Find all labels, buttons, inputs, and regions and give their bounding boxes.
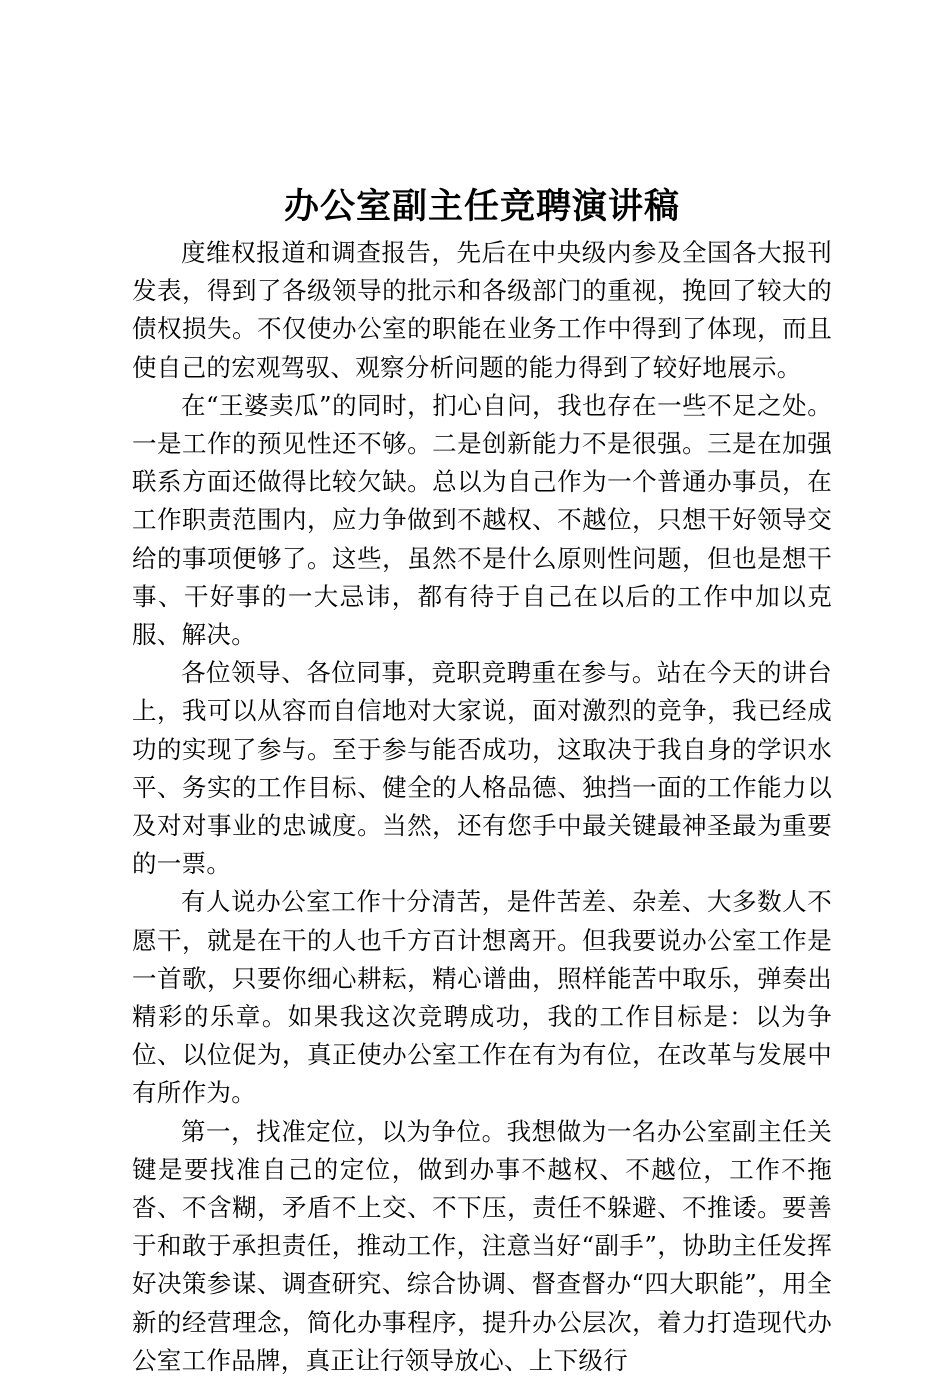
paragraph-3: 各位领导、各位同事，竞职竞聘重在参与。站在今天的讲台上，我可以从容而自信地对大家说，面对激烈的竞争，我已经成功的实现了参与。至于参与能否成功，这取决于我自身的学识水平、务实的工作目标、健全的人格品德、独挡一面的工作能力以及对对事业的忠诚度。当然，还有您手中最关键最神圣最为重要的一票。: [132, 658, 832, 879]
paragraph-2: 在“王婆卖瓜”的同时，扪心自问，我也存在一些不足之处。一是工作的预见性还不够。二是创新能力不是很强。三是在加强联系方面还做得比较欠缺。总以为自己作为一个普通办事员，在工作职责范围内，应力争做到不越权、不越位，只想干好领导交给的事项便够了。这些，虽然不是什么原则性问题，但也是想干事、干好事的一大忌讳，都有待于自己在以后的工作中加以克服、解决。: [132, 390, 832, 650]
paragraph-5: 第一，找准定位，以为争位。我想做为一名办公室副主任关键是要找准自己的定位，做到办事不越权、不越位，工作不拖沓、不含糊，矛盾不上交、不下压，责任不躲避、不推诿。要善于和敢于承担责任，推动工作，注意当好“副手”，协助主任发挥好决策参谋、调查研究、综合协调、督查督办“四大职能”，用全新的经营理念，简化办事程序，提升办公层次，着力打造现代办公室工作品牌，真正让行领导放心、上下级行: [132, 1116, 832, 1375]
document-page: [132, 182, 832, 1380]
document-title: 办公室副主任竞聘演讲稿: [283, 186, 680, 227]
paragraph-4: 有人说办公室工作十分清苦，是件苦差、杂差、大多数人不愿干，就是在干的人也千方百计想离开。但我要说办公室工作是一首歌，只要你细心耕耘，精心谱曲，照样能苦中取乐，弹奏出精彩的乐章。如果我这次竞聘成功，我的工作目标是：以为争位、以位促为，真正使办公室工作在有为有位，在改革与发展中有所作为。: [132, 887, 832, 1108]
paragraph-1: 度维权报道和调查报告，先后在中央级内参及全国各大报刊发表，得到了各级领导的批示和各级部门的重视，挽回了较大的债权损失。不仅使办公室的职能在业务工作中得到了体现，而且使自己的宏观驾驭、观察分析问题的能力得到了较好地展示。: [132, 238, 832, 382]
